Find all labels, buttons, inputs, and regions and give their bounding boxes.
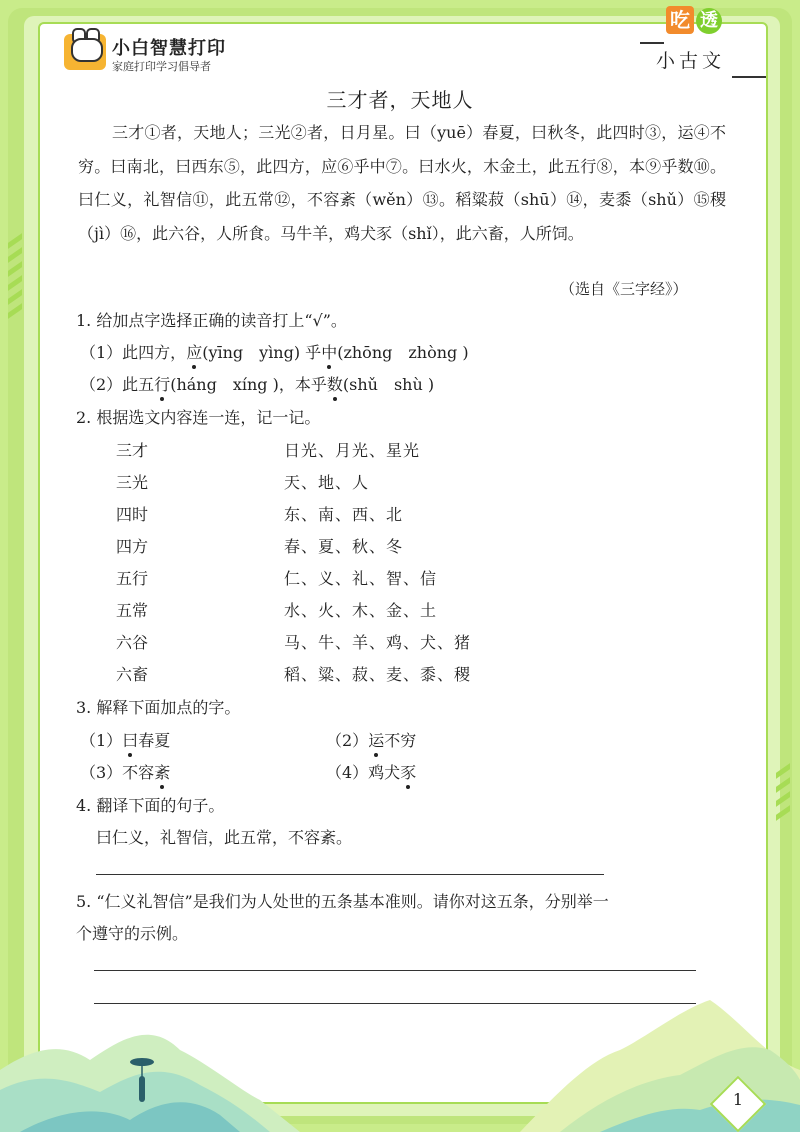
logo-subtitle: 家庭打印学习倡导者 — [112, 60, 211, 73]
page-number: 1 — [732, 1090, 744, 1109]
q3-item-text: （4）鸡犬 — [326, 763, 401, 782]
brand-logo — [64, 28, 224, 76]
q1-item-2-options-a: (háng xíng )，本乎 — [170, 375, 327, 394]
match-left-item[interactable]: 四方 — [116, 537, 149, 556]
dotted-char: 豕 — [400, 763, 417, 782]
q1-prompt: 1. 给加点字选择正确的读音打上“√”。 — [76, 311, 347, 330]
match-right-item[interactable]: 东、南、西、北 — [284, 505, 404, 524]
passage-text: 三才①者，天地人；三光②者，日月星。曰（yuē）春夏，曰秋冬，此四时③，运④不穷。曰南北，曰西东⑤，此四方，应⑥乎中⑦。曰水火，木金土，此五行⑧，本⑨乎数⑩。曰仁义，礼智信⑪，此五常⑫，不容紊（wěn）⑬。稻粱菽（shū）⑭，麦黍（shǔ）⑮稷（jì）⑯，此六谷，人所食。马牛羊，鸡犬豕（shǐ），此六畜，人所饲。 — [78, 123, 726, 243]
q3-item-4 — [326, 762, 416, 784]
dotted-char: 紊 — [154, 763, 171, 782]
q5-answer-line-1[interactable] — [94, 970, 696, 971]
q1-item-2-options-b: (shǔ shù ) — [342, 375, 435, 394]
q3-item-2 — [326, 730, 416, 752]
dotted-char: 运 — [368, 731, 385, 750]
q1-item-2-text: （2）此五 — [80, 375, 155, 394]
q5-prompt-line-2: 个遵守的示例。 — [76, 924, 189, 943]
q1-item-1-text: （1）此四方， — [80, 343, 187, 362]
q3-item-number: （1） — [80, 731, 123, 750]
match-left-item[interactable]: 六谷 — [116, 633, 149, 652]
match-left-item[interactable]: 五常 — [116, 601, 149, 620]
match-right-item[interactable]: 天、地、人 — [284, 473, 370, 492]
dotted-char: 应 — [186, 343, 203, 362]
match-right-item[interactable]: 日光、月光、星光 — [284, 441, 421, 460]
match-left-item[interactable]: 三光 — [116, 473, 149, 492]
q1-item-1-options-a: (yīng yìng) 乎 — [202, 343, 322, 362]
q5-prompt-line-1: 5. “仁义礼智信”是我们为人处世的五条基本准则。请你对这五条，分别举一 — [76, 892, 609, 911]
q4-prompt: 4. 翻译下面的句子。 — [76, 796, 225, 815]
match-right-item[interactable]: 水、火、木、金、土 — [284, 601, 438, 620]
q3-item-text: 不穷 — [384, 731, 417, 750]
match-left-item[interactable]: 五行 — [116, 569, 149, 588]
match-right-item[interactable]: 稻、粱、菽、麦、黍、稷 — [284, 665, 472, 684]
dotted-char: 数 — [326, 375, 343, 394]
passage-title: 三才者，天地人 — [326, 88, 474, 112]
logo-title: 小白智慧打印 — [112, 38, 226, 59]
bunny-printer-icon — [64, 34, 106, 70]
match-left-item[interactable]: 三才 — [116, 441, 149, 460]
mountain-landscape-decoration — [0, 980, 800, 1132]
badge-char-2: 透 — [696, 8, 722, 34]
dotted-char: 行 — [154, 375, 171, 394]
dotted-char: 中 — [321, 343, 338, 362]
match-left-item[interactable]: 六畜 — [116, 665, 149, 684]
q1-item-1-options-b: (zhōng zhòng ) — [337, 343, 469, 362]
match-right-item[interactable]: 春、夏、秋、冬 — [284, 537, 404, 556]
q2-prompt: 2. 根据选文内容连一连，记一记。 — [76, 408, 321, 427]
passage-source: （选自《三字经》） — [560, 280, 688, 298]
q3-item-text: （3）不容 — [80, 763, 155, 782]
badge-subtitle: 小古文 — [656, 50, 726, 72]
match-right-item[interactable]: 仁、义、礼、智、信 — [284, 569, 438, 588]
match-right-item[interactable]: 马、牛、羊、鸡、犬、猪 — [284, 633, 472, 652]
badge-char-1: 吃 — [666, 6, 694, 34]
q3-item-1 — [80, 730, 170, 752]
badge-line-right — [732, 76, 766, 78]
q3-prompt: 3. 解释下面加点的字。 — [76, 698, 241, 717]
left-stripes-decoration — [8, 230, 24, 340]
dotted-char: 曰 — [122, 731, 139, 750]
q4-sentence: 曰仁义，礼智信，此五常，不容紊。 — [96, 828, 353, 847]
match-left-item[interactable]: 四时 — [116, 505, 149, 524]
q1-item-1 — [80, 342, 469, 364]
right-stripes-decoration — [776, 760, 792, 870]
q3-item-number: （2） — [326, 731, 369, 750]
series-badge — [640, 6, 770, 76]
q4-answer-line[interactable] — [96, 874, 604, 875]
q3-item-3 — [80, 762, 170, 784]
q1-item-2 — [80, 374, 434, 396]
q3-item-text: 春夏 — [138, 731, 171, 750]
badge-line-left — [640, 42, 664, 44]
